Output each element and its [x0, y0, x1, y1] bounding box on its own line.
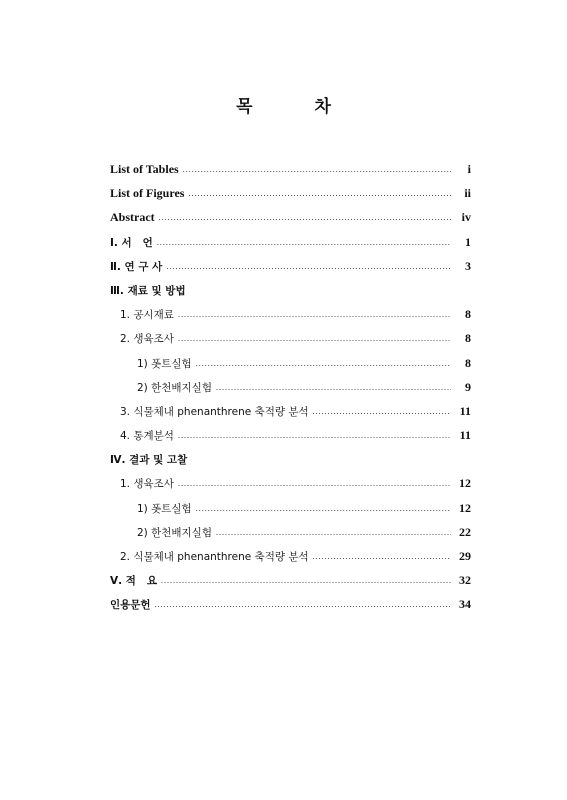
leader-dots — [166, 262, 451, 271]
toc-entry-label: Ⅰ. 서 언 — [110, 236, 153, 249]
toc-entry-page: 8 — [465, 331, 471, 346]
table-of-contents — [110, 162, 471, 622]
toc-entry-label: 1) 폿트실험 — [137, 502, 192, 515]
toc-entry-list-of-tables[interactable] — [110, 162, 471, 186]
toc-entry-3-2[interactable] — [110, 331, 471, 355]
toc-entry-chapter-1[interactable] — [110, 235, 471, 259]
toc-entry-page: 3 — [465, 258, 471, 273]
toc-entry-page: 34 — [459, 597, 471, 612]
toc-entry-chapter-4[interactable] — [110, 452, 471, 476]
toc-entry-label: 1. 공시재료 — [120, 309, 174, 322]
leader-dots — [157, 238, 451, 247]
toc-entry-label: Ⅲ. 재료 및 방법 — [110, 284, 186, 297]
toc-entry-page: 8 — [465, 307, 471, 322]
toc-entry-label: Ⅱ. 연 구 사 — [110, 260, 163, 273]
toc-entry-3-3[interactable] — [110, 404, 471, 428]
toc-entry-page: 9 — [465, 379, 471, 394]
leader-dots — [178, 334, 451, 343]
leader-dots — [178, 431, 451, 440]
toc-entry-label: 2) 한천배지실험 — [137, 526, 212, 539]
toc-entry-abstract[interactable] — [110, 210, 471, 234]
leader-dots — [216, 383, 451, 392]
leader-dots — [178, 479, 451, 488]
toc-entry-chapter-2[interactable] — [110, 259, 471, 283]
toc-entry-page: 12 — [459, 476, 471, 491]
toc-entry-4-1-2[interactable] — [110, 525, 471, 549]
page-title: 목 차 — [236, 97, 359, 117]
toc-entry-label: 인용문헌 — [110, 599, 151, 612]
toc-entry-chapter-5[interactable] — [110, 573, 471, 597]
toc-entry-3-2-1[interactable] — [110, 356, 471, 380]
leader-dots — [216, 528, 451, 537]
leader-dots — [183, 165, 451, 174]
leader-dots — [159, 213, 451, 222]
toc-entry-page: ii — [464, 186, 471, 201]
toc-entry-label: 3. 식물체내 phenanthrene 축적량 분석 — [120, 405, 309, 418]
toc-entry-page: 8 — [465, 355, 471, 370]
toc-entry-page: 22 — [459, 524, 471, 539]
toc-entry-references[interactable] — [110, 597, 471, 621]
toc-entry-page: iv — [461, 210, 471, 225]
leader-dots — [155, 600, 451, 609]
toc-entry-chapter-3[interactable] — [110, 283, 471, 307]
toc-entry-4-2[interactable] — [110, 549, 471, 573]
toc-entry-label: 1. 생육조사 — [120, 478, 174, 491]
leader-dots — [161, 576, 451, 585]
toc-entry-3-2-2[interactable] — [110, 380, 471, 404]
leader-dots — [313, 552, 451, 561]
toc-entry-label: Ⅴ. 적 요 — [110, 575, 158, 588]
toc-entry-label: List of Tables — [110, 162, 179, 176]
toc-entry-label: 4. 통계분석 — [120, 430, 174, 443]
leader-dots — [196, 504, 451, 513]
toc-entry-4-1[interactable] — [110, 476, 471, 500]
toc-entry-label: 2. 생육조사 — [120, 333, 174, 346]
leader-dots — [188, 189, 451, 198]
toc-entry-label: Ⅳ. 결과 및 고찰 — [110, 454, 188, 467]
toc-entry-label: List of Figures — [110, 186, 185, 201]
toc-entry-page: 11 — [459, 403, 471, 418]
toc-entry-label: 2. 식물체내 phenanthrene 축적량 분석 — [120, 551, 309, 563]
toc-entry-label: Abstract — [110, 210, 155, 225]
toc-entry-page: 11 — [459, 428, 471, 443]
toc-entry-3-1[interactable] — [110, 307, 471, 331]
toc-entry-list-of-figures[interactable] — [110, 186, 471, 210]
toc-entry-page: 29 — [459, 549, 471, 563]
toc-entry-label: 2) 한천배지실험 — [137, 381, 212, 394]
leader-dots — [196, 359, 451, 368]
toc-entry-page: 32 — [459, 573, 471, 588]
leader-dots — [313, 407, 451, 416]
toc-entry-3-4[interactable] — [110, 428, 471, 452]
toc-entry-label: 1) 폿트실험 — [137, 357, 192, 370]
toc-entry-4-1-1[interactable] — [110, 501, 471, 525]
leader-dots — [178, 310, 451, 319]
toc-entry-page: 1 — [465, 234, 471, 249]
toc-entry-page: 12 — [459, 500, 471, 515]
toc-entry-page: i — [467, 162, 471, 176]
